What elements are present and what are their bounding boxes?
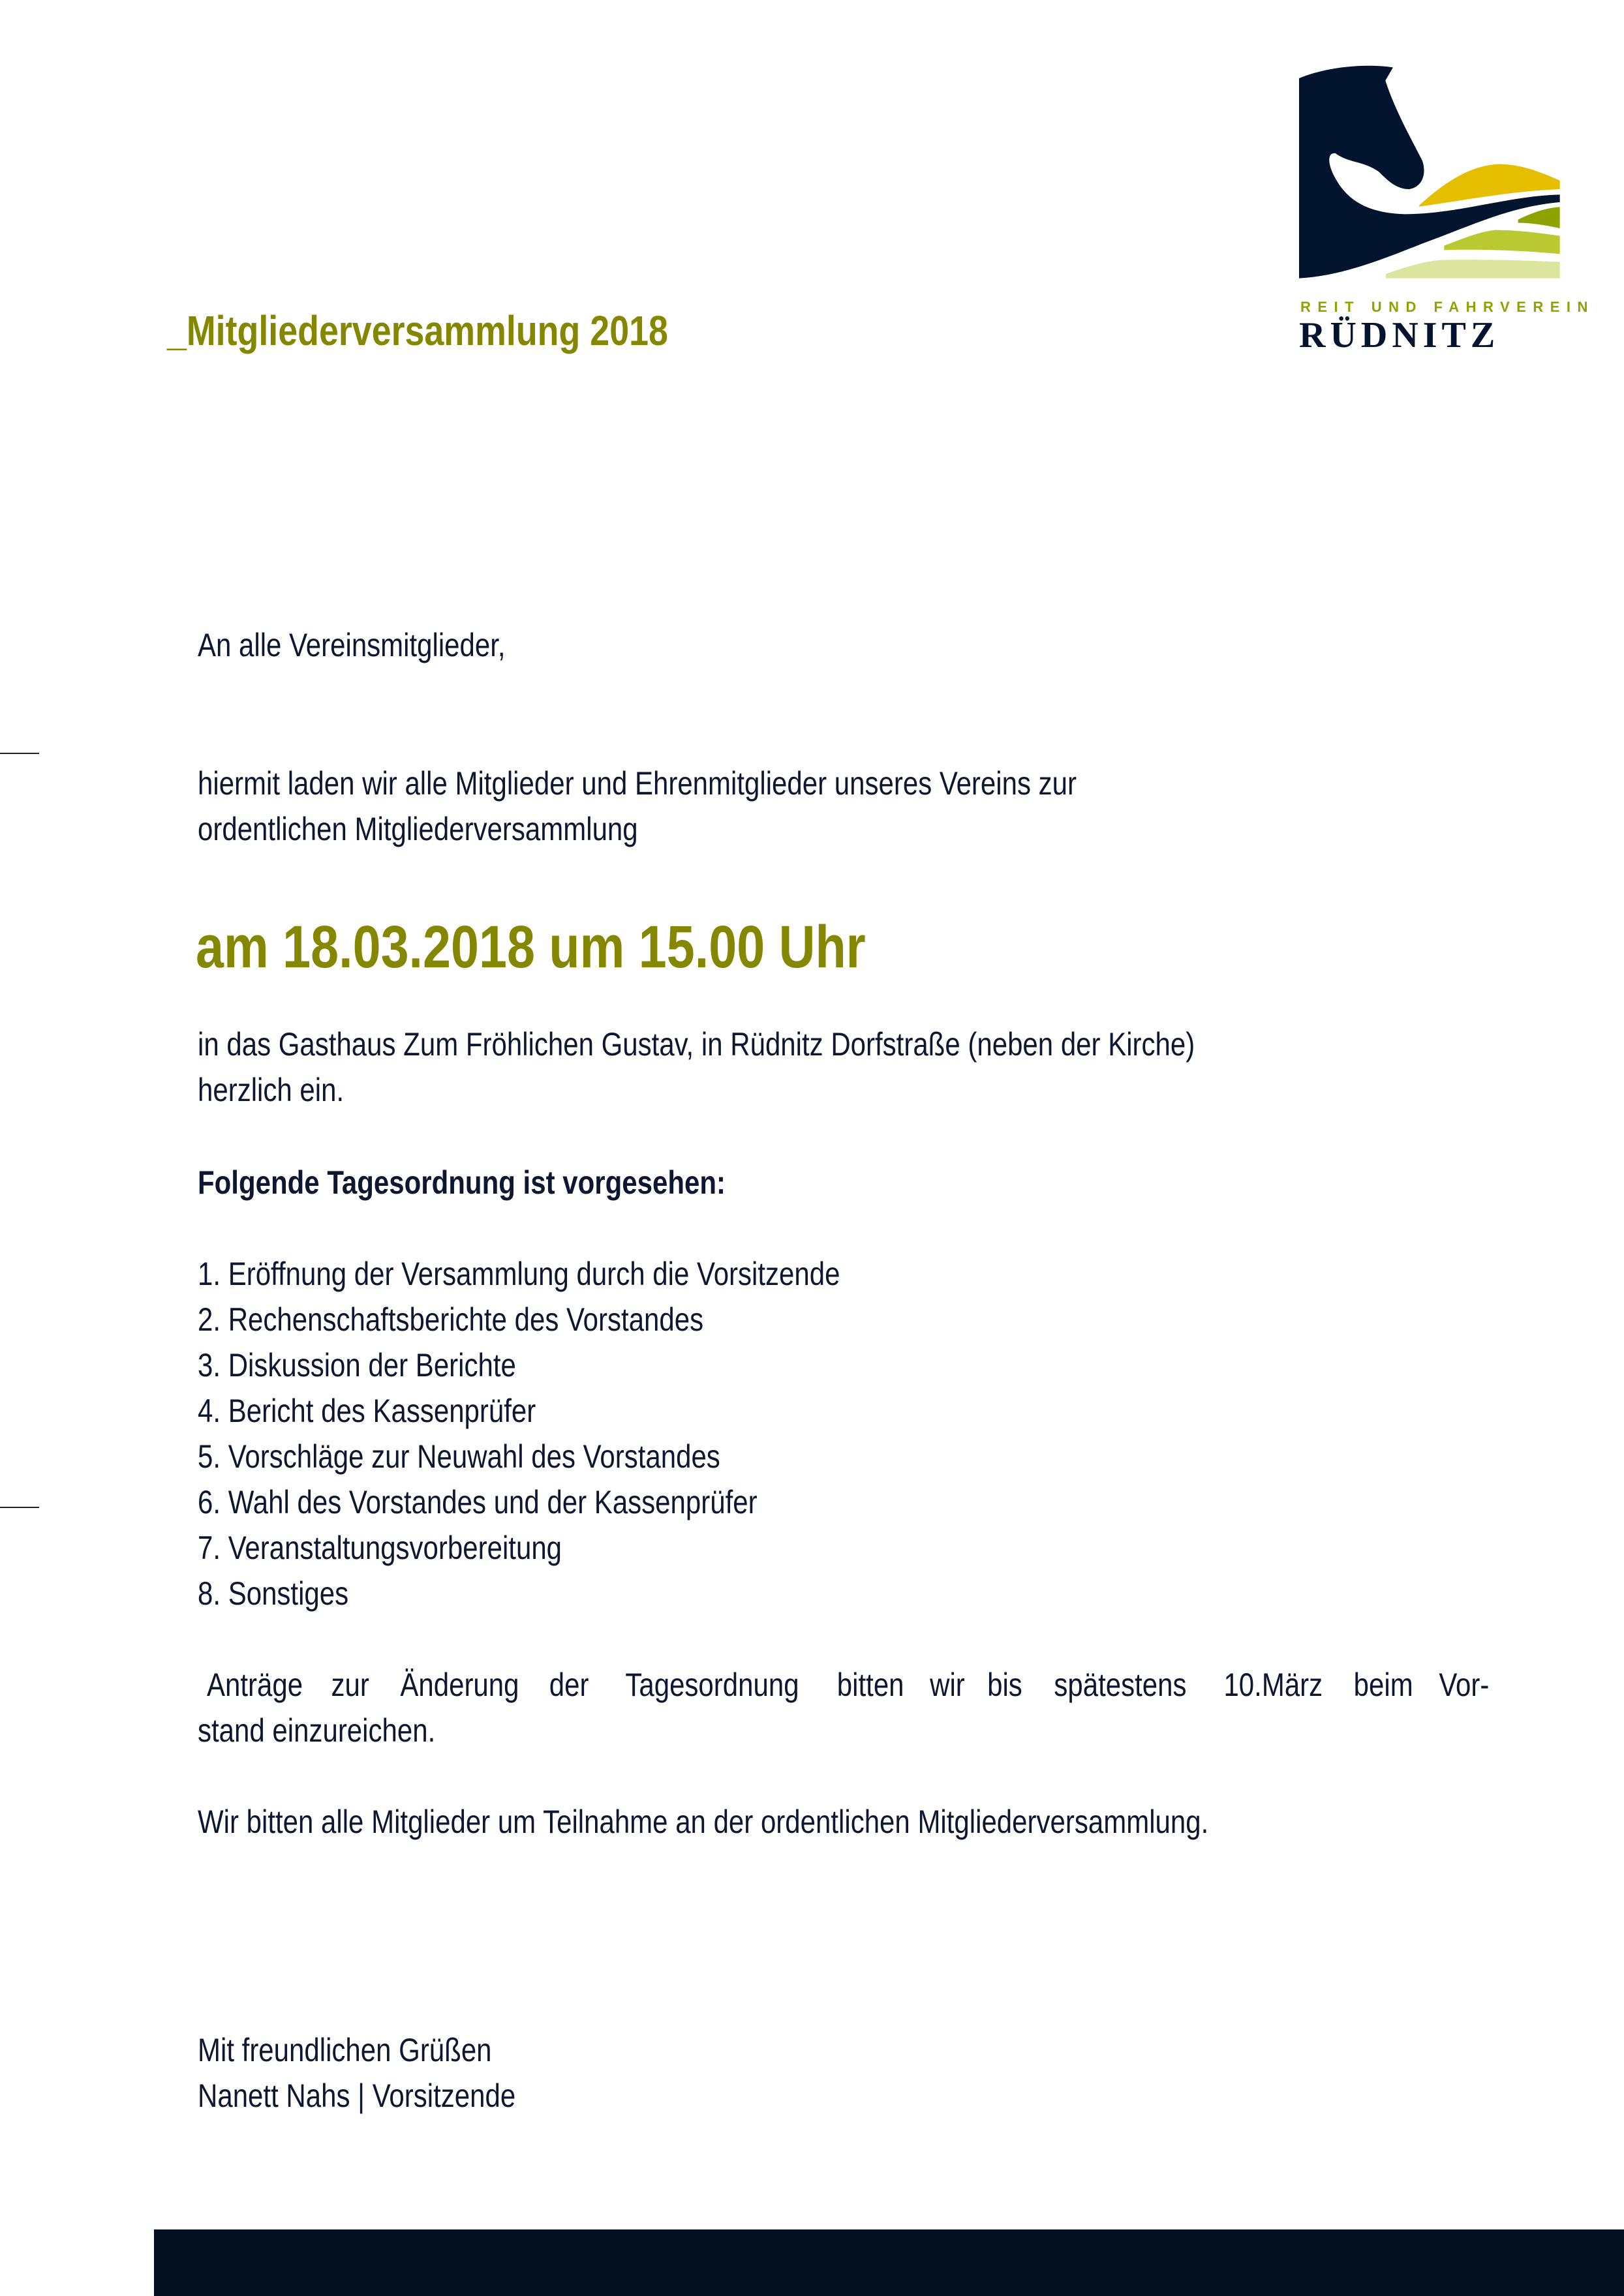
location-line-1: in das Gasthaus Zum Fröhlichen Gustav, in Rüdnitz Dorfstraße (neben der Kirche): [198, 1026, 1195, 1063]
agenda-heading: Folgende Tagesordnung ist vorgesehen:: [198, 1164, 726, 1201]
word: 10.März: [1223, 1667, 1323, 1703]
agenda-item: 1. Eröffnung der Versammlung durch die Vorsitzende: [198, 1256, 840, 1292]
agenda-item: 2. Rechenschaftsberichte des Vorstandes: [198, 1301, 704, 1338]
agenda-item: 7. Veranstaltungsvorbereitung: [198, 1530, 562, 1566]
intro-line-2: ordentlichen Mitgliederversammlung: [198, 811, 638, 847]
word: Vor-: [1439, 1667, 1490, 1703]
intro-line-1: hiermit laden wir alle Mitglieder und Ehrenmitglieder unseres Vereins zur: [198, 765, 1077, 802]
location-line-2: herzlich ein.: [198, 1072, 345, 1108]
agenda-item: 5. Vorschläge zur Neuwahl des Vorstandes: [198, 1438, 720, 1475]
word: beim: [1353, 1667, 1413, 1703]
word: der: [549, 1667, 589, 1703]
logo-subtitle: REIT UND FAHRVEREIN: [1300, 299, 1595, 315]
word: bis: [987, 1667, 1022, 1703]
agenda-item: 6. Wahl des Vorstandes und der Kassenprüfer: [198, 1484, 758, 1520]
horse-landscape-logo-icon: [1292, 52, 1566, 287]
word: bitten: [837, 1667, 905, 1703]
word: zur: [331, 1667, 370, 1703]
closing: Mit freundlichen Grüßen: [198, 2032, 492, 2068]
club-logo: [1292, 52, 1595, 365]
signature: Nanett Nahs | Vorsitzende: [198, 2077, 516, 2114]
participation-request: Wir bitten alle Mitglieder um Teilnahme an der ordentlichen Mitgliederversammlung.: [198, 1804, 1209, 1840]
meeting-date-headline: am 18.03.2018 um 15.00 Uhr: [196, 914, 866, 980]
document-title: _Mitgliederversammlung 2018: [167, 307, 668, 354]
salutation: An alle Vereinsmitglieder,: [198, 627, 506, 663]
fold-mark-bottom: [0, 1507, 39, 1508]
footer-bar: [154, 2229, 1624, 2296]
motions-line-1: [198, 1669, 1494, 1701]
logo-name: RÜDNITZ: [1299, 315, 1500, 355]
word: Tagesordnung: [624, 1667, 799, 1703]
word: spätestens: [1053, 1667, 1186, 1703]
agenda-item: 8. Sonstiges: [198, 1575, 349, 1612]
word: Anträge: [207, 1667, 303, 1703]
agenda-item: 3. Diskussion der Berichte: [198, 1347, 516, 1383]
word: wir: [929, 1667, 965, 1703]
motions-line-2: stand einzureichen.: [198, 1712, 436, 1749]
fold-mark-top: [0, 753, 39, 754]
word: Änderung: [399, 1667, 519, 1703]
agenda-item: 4. Bericht des Kassenprüfer: [198, 1393, 536, 1429]
